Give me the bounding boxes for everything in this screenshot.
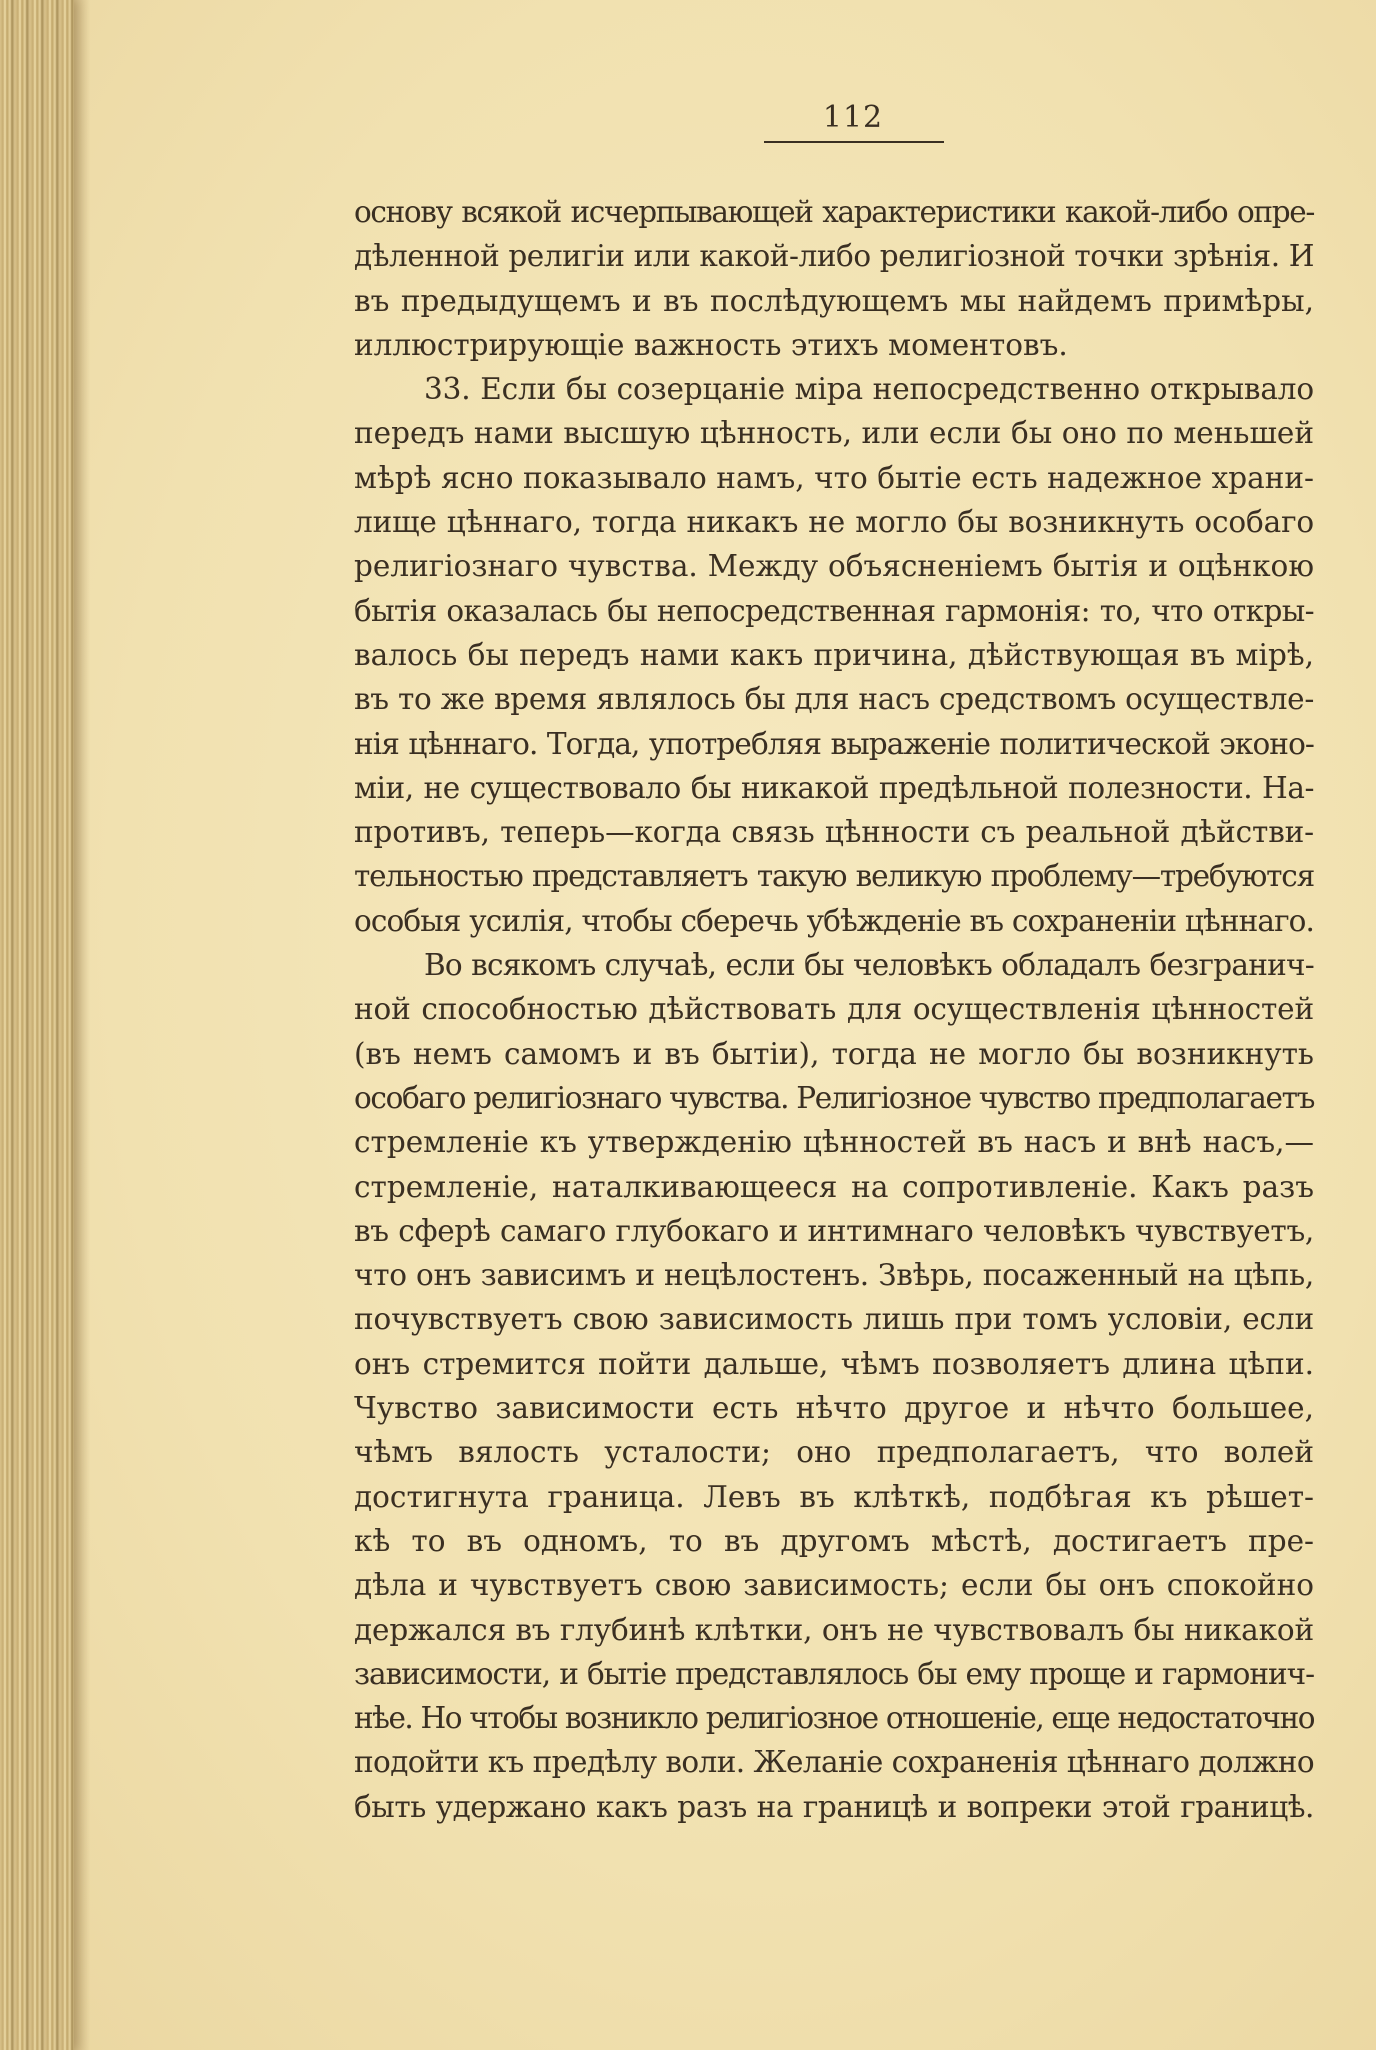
- text-line: (въ немъ самомъ и въ бытіи), тогда не могло бы возникнуть: [354, 1036, 1314, 1071]
- text-line: передъ нами высшую цѣнность, или если бы оно по меньшей: [354, 416, 1314, 451]
- text-line: почувствуетъ свою зависимость лишь при томъ условіи, если: [354, 1302, 1314, 1337]
- text-line: нѣе. Но чтобы возникло религіозное отношеніе, еще недостаточно: [354, 1701, 1314, 1736]
- text-line: достигнута граница. Левъ въ клѣткѣ, подбѣгая къ рѣшет-: [354, 1479, 1314, 1514]
- text-line: держался въ глубинѣ клѣтки, онъ не чувствовалъ бы никакой: [354, 1612, 1314, 1647]
- text-line: религіознаго чувства. Между объясненіемъ бытія и оцѣнкою: [354, 549, 1314, 584]
- text-line: основу всякой исчерпывающей характеристики какой-либо опре-: [354, 195, 1314, 229]
- text-line: въ сферѣ самаго глубокаго и интимнаго человѣкъ чувствуетъ,: [354, 1213, 1314, 1248]
- binding-shadow: [74, 0, 90, 2050]
- text-line: міи, не существовало бы никакой предѣльной полезности. На-: [354, 770, 1314, 805]
- text-line: Чувство зависимости есть нѣчто другое и нѣчто большее,: [354, 1391, 1314, 1426]
- text-line: стремленіе къ утвержденію цѣнностей въ насъ и внѣ насъ,—: [354, 1125, 1314, 1160]
- text-line: дѣленной религіи или какой-либо религіозной точки зрѣнія. И: [354, 239, 1314, 274]
- text-line: быть удержано какъ разъ на границѣ и вопреки этой границѣ.: [354, 1789, 1314, 1824]
- text-line: особыя усилія, чтобы сберечь убѣжденіе въ сохраненіи цѣннаго.: [354, 903, 1314, 938]
- text-line: дѣла и чувствуетъ свою зависимость; если бы онъ спокойно: [354, 1568, 1314, 1603]
- text-line: иллюстрирующіе важность этихъ моментовъ.: [354, 327, 1068, 362]
- text-line: что онъ зависимъ и нецѣлостенъ. Звѣрь, посаженный на цѣпь,: [354, 1258, 1314, 1293]
- book-binding: [0, 0, 74, 2050]
- body-text: [354, 190, 1314, 1829]
- text-line: противъ, теперь—когда связь цѣнности съ реальной дѣйстви-: [354, 815, 1314, 850]
- text-line: лище цѣннаго, тогда никакъ не могло бы возникнуть особаго: [354, 505, 1314, 540]
- page-number: 112: [822, 100, 884, 135]
- paragraph-33-start: 33. Если бы созерцаніе міра непосредственно открывало: [424, 372, 1314, 407]
- text-line: въ то же время являлось бы для насъ средствомъ осуществле-: [354, 682, 1314, 717]
- text-line: стремленіе, наталкивающееся на сопротивленіе. Какъ разъ: [354, 1169, 1314, 1204]
- header-rule: [764, 141, 944, 143]
- text-line: валось бы передъ нами какъ причина, дѣйствующая въ мірѣ,: [354, 637, 1314, 672]
- text-line: кѣ то въ одномъ, то въ другомъ мѣстѣ, достигаетъ пре-: [354, 1523, 1314, 1558]
- text-line: мѣрѣ ясно показывало намъ, что бытіе есть надежное храни-: [354, 460, 1314, 495]
- text-line: бытія оказалась бы непосредственная гармонія: то, что откры-: [354, 593, 1314, 628]
- text-line: подойти къ предѣлу воли. Желаніе сохраненія цѣннаго должно: [354, 1745, 1314, 1780]
- text-line: зависимости, и бытіе представлялось бы ему проще и гармонич-: [354, 1656, 1314, 1691]
- text-line: особаго религіознаго чувства. Религіозное чувство предполагаетъ: [354, 1080, 1314, 1115]
- text-line: онъ стремится пойти дальше, чѣмъ позволяетъ длина цѣпи.: [354, 1346, 1314, 1381]
- paragraph-start: Во всякомъ случаѣ, если бы человѣкъ обладалъ безгранич-: [424, 948, 1314, 983]
- text-line: въ предыдущемъ и въ послѣдующемъ мы найдемъ примѣры,: [354, 283, 1314, 318]
- text-line: нія цѣннаго. Тогда, употребляя выраженіе политической эконо-: [354, 726, 1314, 761]
- text-line: ной способностью дѣйствовать для осуществленія цѣнностей: [354, 992, 1314, 1027]
- text-line: чѣмъ вялость усталости; оно предполагаетъ, что волей: [354, 1435, 1314, 1470]
- text-line: тельностью представляетъ такую великую проблему—требуются: [354, 859, 1314, 894]
